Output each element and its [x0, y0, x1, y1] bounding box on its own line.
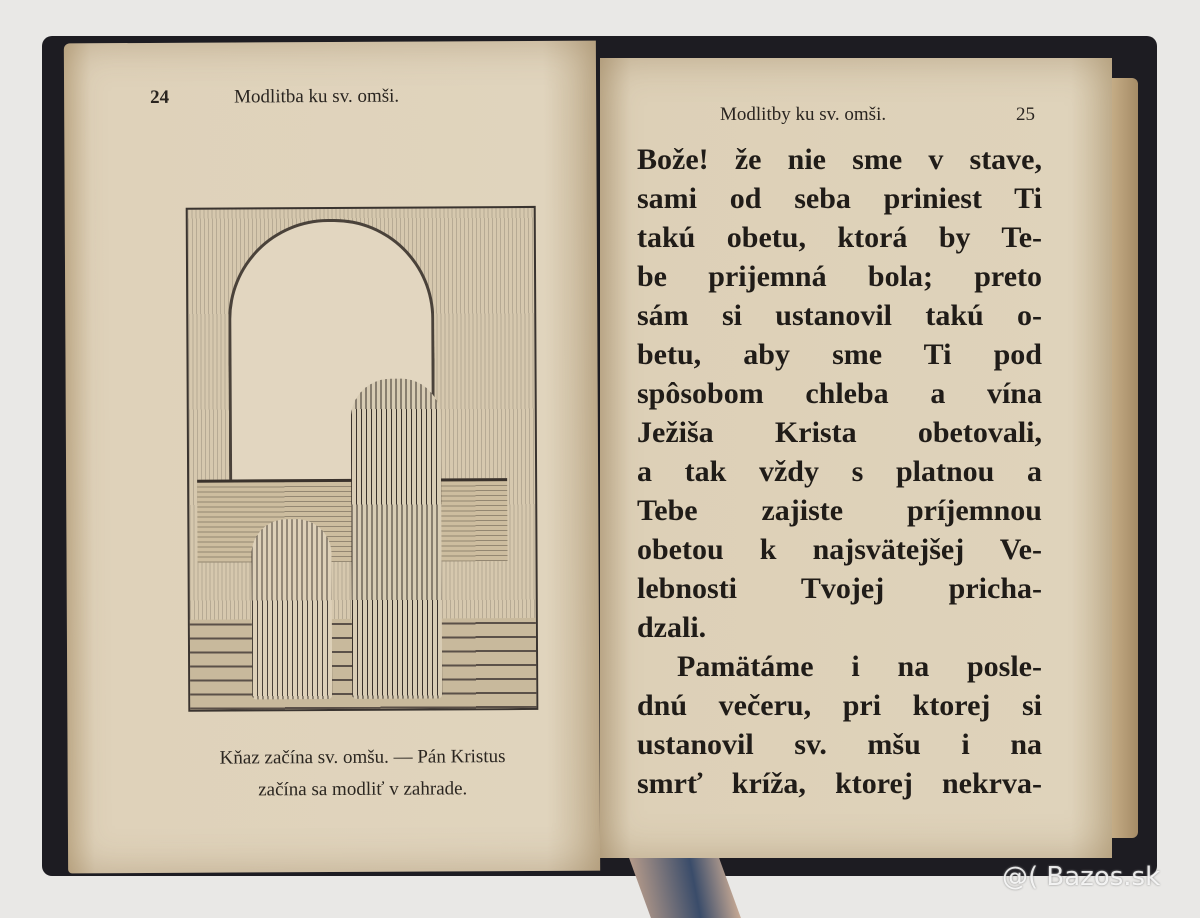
text-line: sami od seba priniest Ti	[637, 182, 1042, 215]
illustration-priest	[351, 378, 443, 698]
text-line: be prijemná bola; preto	[637, 260, 1042, 293]
left-page	[64, 41, 600, 874]
caption-line: Kňaz začína sv. omšu. — Pán Kristus	[219, 746, 506, 769]
right-page	[600, 58, 1112, 858]
illustration-altar-boy	[251, 519, 332, 699]
illustration-caption	[137, 741, 587, 807]
text-line: takú obetu, ktorá by Te-	[637, 221, 1042, 254]
text-line: lebnosti Tvojej pricha-	[637, 572, 1042, 605]
text-line: obetou k najsvätejšej Ve-	[637, 533, 1042, 566]
text-line: Pamätáme i na posle-	[677, 650, 1042, 683]
page-number-left: 24	[150, 86, 170, 108]
caption-line: začína sa modliť v zahrade.	[258, 778, 468, 801]
text-line: Tebe zajiste príjemnou	[637, 494, 1042, 527]
text-line: smrť kríža, ktorej nekrva-	[637, 767, 1042, 800]
text-line: spôsobom chleba a vína	[637, 377, 1042, 410]
prayer-text	[637, 140, 1042, 803]
text-line: dnú večeru, pri ktorej si	[637, 689, 1042, 722]
page-number-right: 25	[1016, 104, 1035, 125]
text-line: a tak vždy s platnou a	[637, 455, 1042, 488]
running-header-left: Modlitba ku sv. omši.	[234, 85, 400, 108]
text-line: Ježiša Krista obetovali,	[637, 416, 1042, 449]
text-line: ustanovil sv. mšu i na	[637, 728, 1042, 761]
text-line: betu, aby sme Ti pod	[637, 338, 1042, 371]
text-line: dzali.	[637, 611, 707, 644]
text-line: sám si ustanovil takú o-	[637, 299, 1042, 332]
page-edges	[1108, 78, 1138, 838]
running-header-right: Modlitby ku sv. omši.	[720, 104, 887, 125]
altar-illustration	[186, 206, 539, 712]
text-line: Bože! že nie sme v stave,	[637, 143, 1042, 176]
watermark: @( Bazos.sk	[1002, 862, 1161, 892]
